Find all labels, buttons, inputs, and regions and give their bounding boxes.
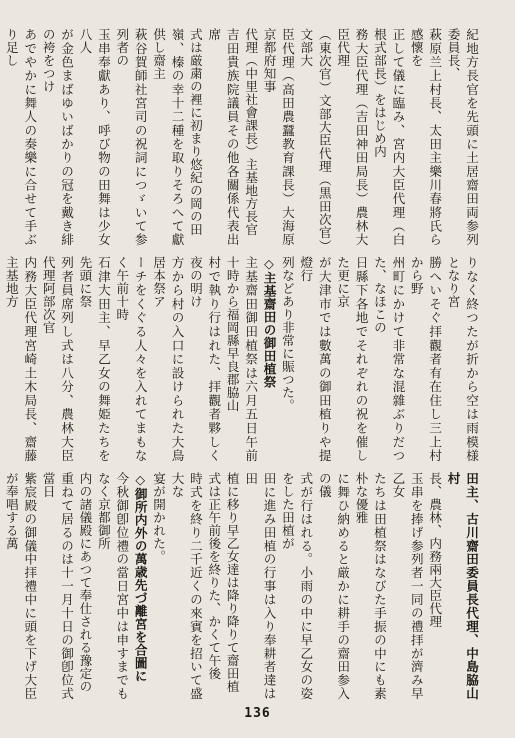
text-block-middle: [3, 256, 480, 462]
page-number: 136: [244, 706, 271, 721]
top-paragraph: 代理（中里社會課長）主基地方長官: [243, 28, 259, 236]
bottom-paragraph: に舞ひ納めると厳かに耕手の齋田参入の儀: [316, 472, 351, 700]
bottom-paragraph: たちは田植祭はなびた手振の中にも素朴な優雅: [353, 472, 387, 700]
bottom-paragraph: 重ねて居るのは十一月十日の御卽位式當日: [40, 472, 75, 700]
top-paragraph: 玉串奉獻あり、呼び物の田舞は少女八人: [77, 28, 111, 246]
middle-paragraph: ◇主基齋田の御田植祭: [261, 256, 277, 389]
middle-paragraph: 日縣下各地でそれぞれの祝を催した更に京: [335, 256, 369, 462]
top-paragraph: 正して儀に臨み、宮内大臣代理（白根式部長）をはじめ内: [371, 28, 406, 246]
top-paragraph: 式は厳粛の裡に初まり悠紀の岡の田: [187, 28, 203, 236]
bottom-paragraph: 玉串を捧げ参列者一同の禮拝が濟み早乙女: [390, 472, 424, 700]
top-paragraph: 萩原兰上村長、太田主樂川春將氏ら感懷を: [408, 28, 443, 246]
bottom-paragraph: 時式を終り二千近くの來賓を招いて盛大な: [169, 472, 203, 700]
top-paragraph: が金色まばゆいばかりの冠を戴き緋の袴をつけ: [40, 28, 75, 246]
middle-paragraph: 列などあり非常に賑つた。: [279, 256, 295, 412]
middle-paragraph: ーチをくぐる人々を入れてまもなく午前十時: [114, 256, 148, 462]
middle-paragraph: [0, 256, 1, 462]
middle-paragraph: 村で執り行はれた、拝觀者夥しく夜の明け: [187, 256, 222, 462]
top-paragraph: 務大臣代理（吉田神田局長）農林大臣代理: [335, 28, 369, 246]
bottom-paragraph: 田主、古川齋田委員長代理、中島脇山村: [445, 472, 479, 700]
top-paragraph: 紀地方長官を先頭に土居齋田両参列委員長、: [445, 28, 479, 246]
bottom-paragraph: 長、農林、内務兩大臣代理: [427, 472, 443, 628]
bottom-paragraph: 宴が開かれた。: [151, 472, 167, 563]
middle-paragraph: が大津市では數萬の御田植りや提燈行: [298, 256, 332, 462]
bottom-paragraph: ◇御所内外の萬歳先づ離宮を合圖に: [132, 472, 148, 683]
middle-paragraph: 勝へいそぐ拝觀者有在住し三上村から野: [408, 256, 443, 462]
middle-paragraph: 主基齋田御田植祭は六月五日午前十時から福岡縣早良郡脇山: [224, 256, 259, 462]
middle-paragraph: 州町にかけて非常な混雜ぶりだつた、なほこの: [371, 256, 406, 462]
bottom-paragraph: 式が行はれる。小雨の中に早乙女の姿をした田植が: [279, 472, 314, 700]
middle-paragraph: 列者員席列し式は八分、農林大臣代理阿部次官: [40, 256, 75, 462]
bottom-paragraph: 今秋御卽位禮の當日宮中は申すまでもなく京都御所: [95, 472, 130, 700]
top-paragraph: 臣代理（高田農蠶教育課長）大海原京都府知事: [261, 28, 295, 246]
middle-paragraph: りなく終つたが折から空は雨模様となり宮: [445, 256, 479, 462]
middle-paragraph: 方から村の入口に設けられた大鳥居本祭ア: [151, 256, 185, 462]
bottom-paragraph: 内の諸儀殿にあつて奉仕される豫定の: [77, 472, 93, 693]
text-block-top: [3, 28, 480, 246]
text-block-bottom: [3, 472, 480, 700]
top-paragraph: 吉田貴族院議員その他各關係代表出席: [206, 28, 240, 246]
middle-paragraph: 石津大田主、早乙女の舞姫たちを先頭に祭: [77, 256, 111, 462]
bottom-paragraph: 紫宸殿の御儀中拝禮中に頭を下げ大臣が奉唱する萬: [3, 472, 38, 700]
top-paragraph: [0, 28, 1, 246]
top-paragraph: あでやかに舞人の奏樂に合せて手ぶり足し: [3, 28, 38, 246]
bottom-paragraph: 田に進み田植の行事は入り奉耕者達は田: [243, 472, 277, 700]
top-paragraph: 萩谷賀師社宮司の祝詞につゞいて参列者の: [114, 28, 148, 246]
bottom-paragraph: [0, 472, 1, 700]
top-paragraph: （東次官）文部大臣代理（黒田次官）文部大: [298, 28, 332, 246]
middle-paragraph: 内務大臣代理宮崎土木局長、齋藤主基地方: [3, 256, 38, 462]
bottom-paragraph: 植に移り早乙女達は降り降りて齋田植: [224, 472, 240, 693]
top-paragraph: 嶺、榛の幸十二種を取りそろへて獻供し齋主: [151, 28, 185, 246]
bottom-paragraph: 式は正午前後を終りた、かくて午後: [206, 472, 222, 680]
